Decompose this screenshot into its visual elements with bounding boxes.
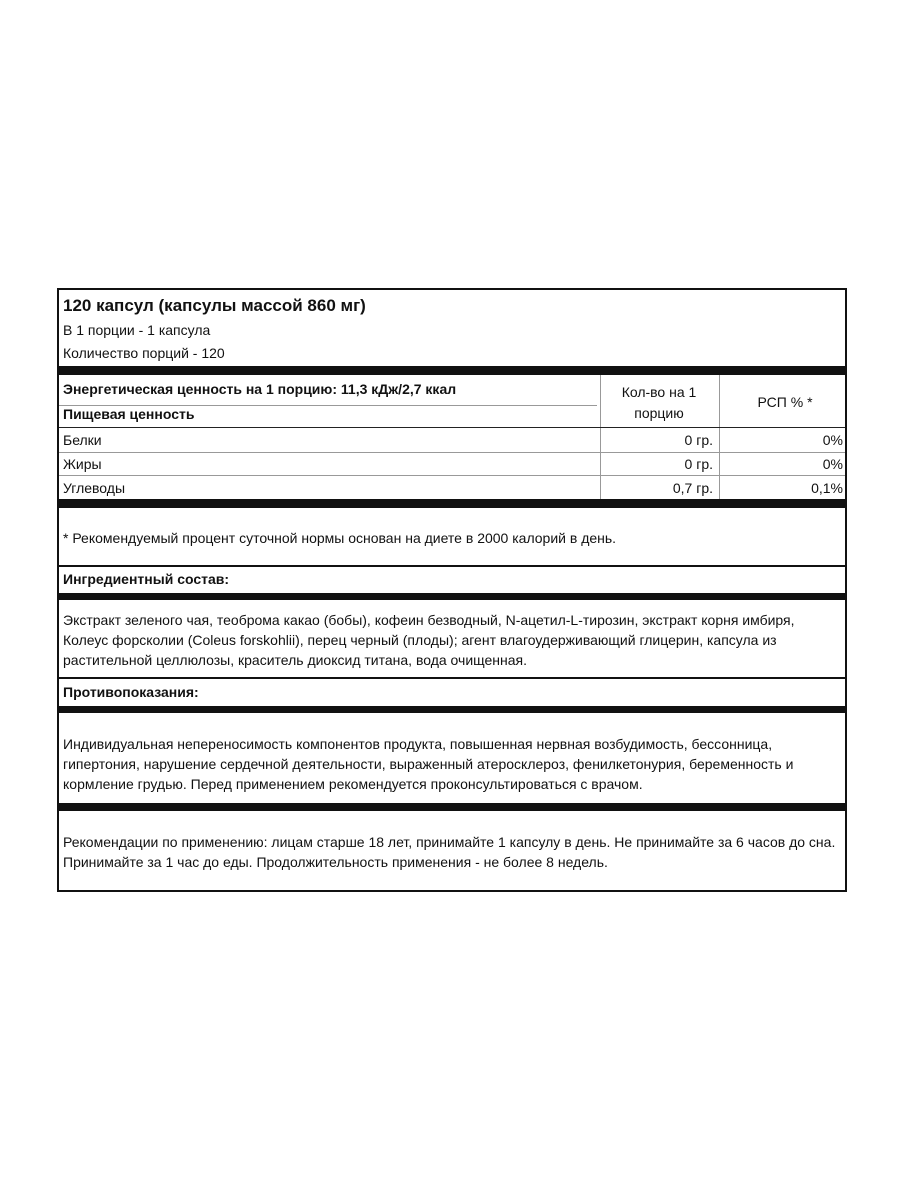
nutrient-amount: 0,7 гр. <box>672 480 713 496</box>
nutrition-table <box>59 375 845 499</box>
ingredients-title: Ингредиентный состав: <box>63 571 230 587</box>
nutrient-name: Жиры <box>63 456 102 472</box>
nutrient-name: Углеводы <box>63 480 126 496</box>
divider <box>59 706 845 713</box>
rsp-column-header: РСП % * <box>757 394 813 410</box>
divider <box>59 499 845 508</box>
ingredients-text: Экстракт зеленого чая, теоброма какао (бобы), кофеин безводный, N-ацетил-L-тирозин, экстракт корня имбиря, Колеус форсколии (Coleus forskohlii), перец черный (плоды); агент влагоудерживающий глицерин, капсула из растительной целлюлозы, краситель диоксид титана, вода очищенная. <box>63 612 795 668</box>
divider <box>59 366 845 375</box>
rsp-footnote: * Рекомендуемый процент суточной нормы основан на диете в 2000 калорий в день. <box>63 530 617 546</box>
usage-text: Рекомендации по применению: лицам старше 18 лет, принимайте 1 капсулу в день. Не принимайте за 6 часов до сна. Принимайте за 1 час до еды. Продолжительность применения - не более 8 недель. <box>63 834 836 870</box>
supplement-facts-label <box>57 288 847 892</box>
nutrient-rsp: 0,1% <box>811 480 843 496</box>
nutrient-amount: 0 гр. <box>684 432 713 448</box>
nutrient-amount: 0 гр. <box>684 456 713 472</box>
contraindications-text: Индивидуальная непереносимость компонентов продукта, повышенная нервная возбудимость, бессонница, гипертония, нарушение сердечной деятельности, выраженный атеросклероз, фенилкетонурия, беременность и кормление грудью. Перед применением рекомендуется проконсультироваться с врачом. <box>63 736 794 792</box>
divider <box>59 803 845 811</box>
energy-value: Энергетическая ценность на 1 порцию: 11,3 кДж/2,7 ккал <box>63 381 457 397</box>
divider <box>59 593 845 600</box>
product-title: 120 капсул (капсулы массой 860 мг) <box>63 296 366 315</box>
contraindications-title: Противопоказания: <box>63 684 199 700</box>
nutrient-name: Белки <box>63 432 102 448</box>
nutrient-rsp: 0% <box>822 456 843 472</box>
servings-count: Количество порций - 120 <box>63 345 225 361</box>
amount-column-header: Кол-во на 1 порцию <box>621 384 697 421</box>
serving-size: В 1 порции - 1 капсула <box>63 322 211 338</box>
nutrient-rsp: 0% <box>822 432 843 448</box>
nutrition-section-title: Пищевая ценность <box>63 406 195 422</box>
